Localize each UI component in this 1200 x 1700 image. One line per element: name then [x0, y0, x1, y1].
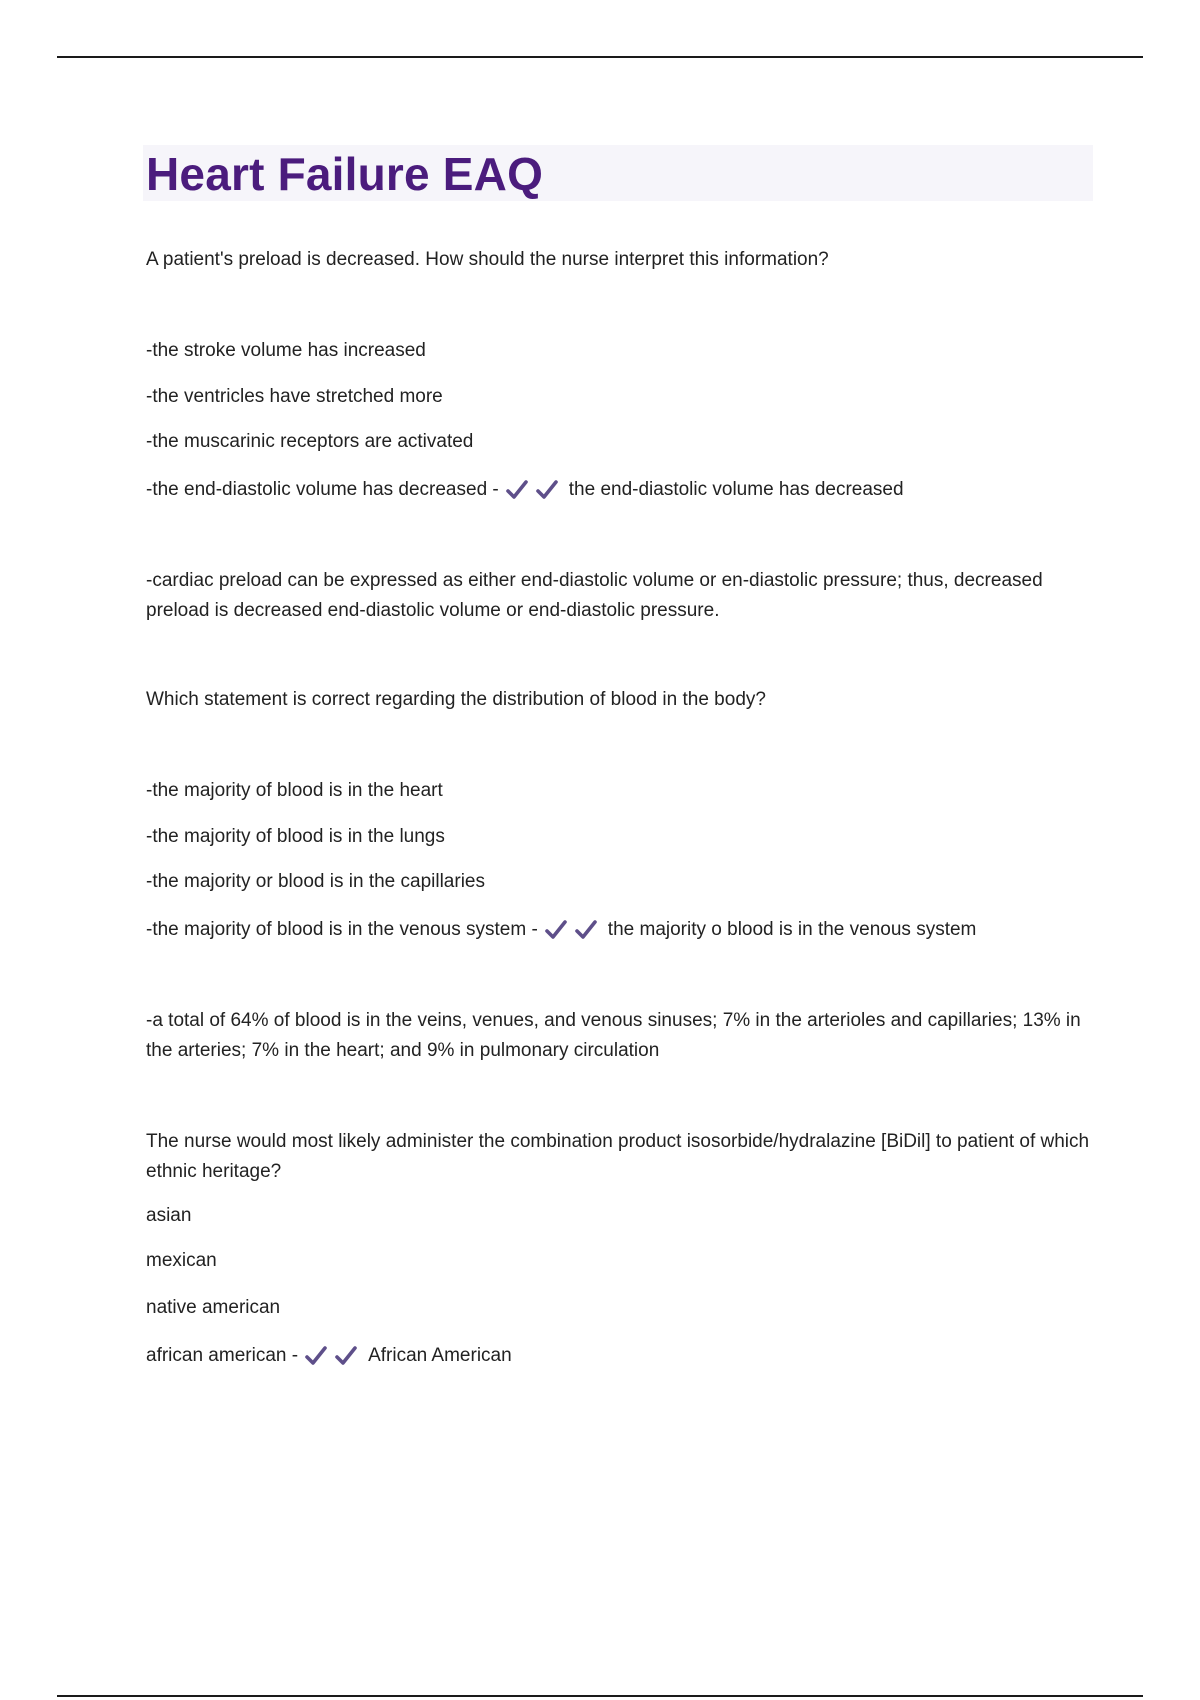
- q3-answer-text: African American: [368, 1345, 512, 1366]
- q2-option-3: -the majority or blood is in the capillaries: [146, 871, 485, 892]
- q1-answer-text: the end-diastolic volume has decreased: [568, 479, 904, 500]
- q1-answer-line: [146, 475, 904, 505]
- q1-rationale: -cardiac preload can be expressed as either end-diastolic volume or en-diastolic pressure; thus, decreased preload is decreased end-diastolic volume or end-diastolic pressure.: [146, 570, 1043, 621]
- double-check-icon: [304, 1345, 364, 1367]
- check-icon: [304, 1345, 328, 1367]
- header-rule: [57, 56, 1143, 58]
- page-title: Heart Failure EAQ: [146, 148, 544, 200]
- q3-option-3: native american: [146, 1297, 281, 1318]
- question-2: Which statement is correct regarding the distribution of blood in the body?: [146, 689, 766, 710]
- check-icon: [334, 1345, 358, 1367]
- check-icon: [535, 479, 559, 501]
- q2-option-1: -the majority of blood is in the heart: [146, 780, 443, 801]
- footer-rule: [57, 1695, 1143, 1697]
- q1-answer-option: -the end-diastolic volume has decreased -: [146, 479, 499, 500]
- q3-option-1: asian: [146, 1205, 192, 1226]
- check-icon: [574, 919, 598, 941]
- double-check-icon: [505, 479, 565, 501]
- question-1: A patient's preload is decreased. How should the nurse interpret this information?: [146, 249, 829, 270]
- q1-option-1: -the stroke volume has increased: [146, 340, 426, 361]
- check-icon: [544, 919, 568, 941]
- q3-answer-option: african american -: [146, 1345, 299, 1366]
- q2-answer-option: -the majority of blood is in the venous system -: [146, 919, 538, 940]
- q2-answer-text: the majority o blood is in the venous system: [607, 919, 977, 940]
- q2-rationale: -a total of 64% of blood is in the veins, venues, and venous sinuses; 7% in the arterioles and capillaries; 13% in the arteries; 7% in the heart; and 9% in pulmonary circulation: [146, 1010, 1081, 1061]
- double-check-icon: [544, 919, 604, 941]
- q1-option-3: -the muscarinic receptors are activated: [146, 431, 474, 452]
- question-3: The nurse would most likely administer the combination product isosorbide/hydralazine [BiDil] to patient of which ethnic heritage?: [146, 1131, 1090, 1182]
- q2-answer-line: [146, 915, 976, 945]
- q3-option-2: mexican: [146, 1250, 217, 1271]
- q1-option-2: -the ventricles have stretched more: [146, 386, 443, 407]
- check-icon: [505, 479, 529, 501]
- q3-answer-line: [146, 1341, 512, 1371]
- q2-option-2: -the majority of blood is in the lungs: [146, 826, 445, 847]
